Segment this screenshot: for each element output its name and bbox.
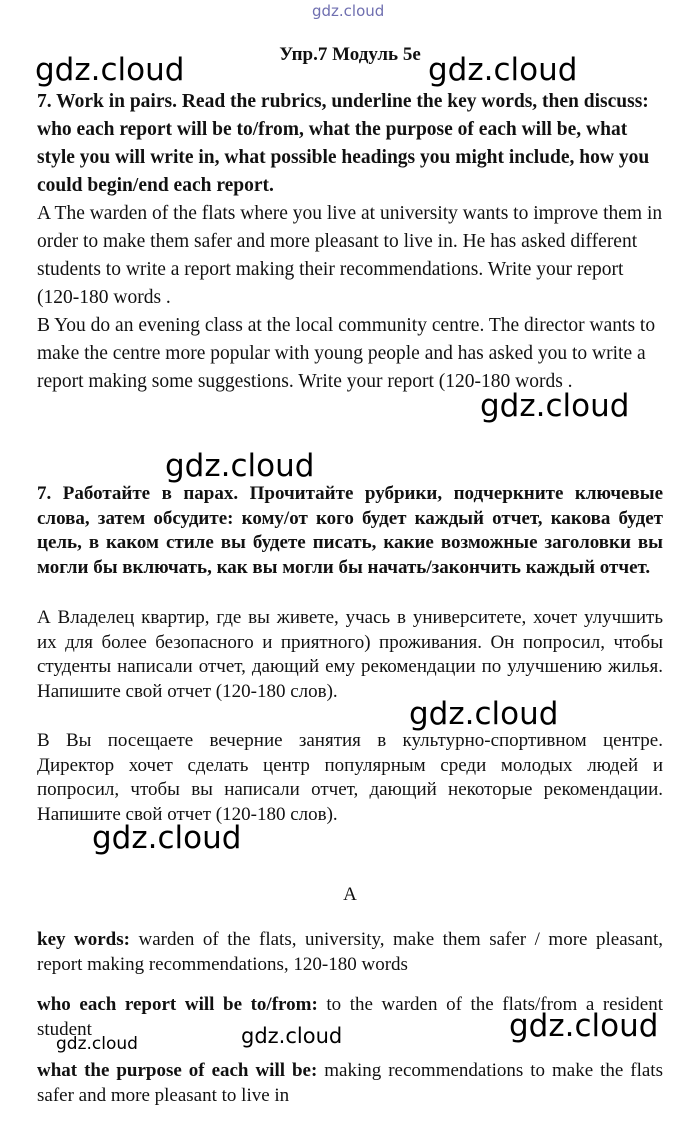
watermark: gdz.cloud: [92, 820, 242, 856]
watermark: gdz.cloud: [165, 448, 315, 484]
watermark-top: gdz.cloud: [312, 2, 385, 20]
watermark: gdz.cloud: [35, 52, 185, 88]
watermark: gdz.cloud: [56, 1034, 138, 1054]
answer-section-letter: A: [343, 884, 357, 905]
answer-item-label: what the purpose of each will be:: [37, 1060, 318, 1081]
watermark: gdz.cloud: [428, 52, 578, 88]
answer-item-label: who each report will be to/from:: [37, 994, 318, 1015]
english-task: 7. Work in pairs. Read the rubrics, underline the key words, then discuss: who each report will be to/from, what the purpose of each will be, what style you will write in, what possible headings you might include, how you could begin/end each report.: [37, 91, 650, 196]
russian-rubric-a: А Владелец квартир, где вы живете, учась в университете, хочет улучшить их для более безопасного и приятного) проживания. Он попросил, чтобы студенты написали отчет, дающий ему рекомендации по улучшению жилья. Напишите свой отчет (120-180 слов).: [37, 607, 663, 702]
russian-rubric-b: В Вы посещаете вечерние занятия в культурно-спортивном центре. Директор хочет сделать центр популярным среди молодых людей и попросил, чтобы вы написали отчет, дающий некоторые рекомендации. Напишите свой отчет (120-180 слов).: [37, 730, 663, 825]
watermark: gdz.cloud: [509, 1008, 659, 1044]
answer-item-text: making recommendations to make the flats safer and more pleasant to live in: [37, 1060, 663, 1106]
english-rubric-b: B You do an evening class at the local community centre. The director wants to make the centre more popular with young people and has asked you to write a report making some suggestions. Write your report (120-180 words .: [37, 315, 656, 392]
answer-item-text: to the warden of the flats/from a resident student: [37, 994, 663, 1040]
answer-item-text: warden of the flats, university, make them safer / more pleasant, report making recommendations, 120-180 words: [37, 929, 663, 975]
watermark: gdz.cloud: [480, 388, 630, 424]
answer-item: [37, 1058, 663, 1108]
english-rubric-a: A The warden of the flats where you live at university wants to improve them in order to make them safer and more pleasant to live in. He has asked different students to write a report making their recommendations. Write your report (120-180 words .: [37, 203, 663, 308]
answer-item-label: key words:: [37, 929, 130, 950]
watermark: gdz.cloud: [241, 1024, 343, 1048]
answer-item: [37, 927, 663, 977]
watermark: gdz.cloud: [409, 696, 559, 732]
page-heading: Упр.7 Модуль 5e: [279, 44, 421, 65]
russian-task: 7. Работайте в парах. Прочитайте рубрики, подчеркните ключевые слова, затем обсудите: кому/от кого будет каждый отчет, какова будет цель, в каком стиле вы будете писать, какие возможные заголовки вы могли бы включать, как вы могли бы начать/закончить каждый отчет.: [37, 483, 663, 578]
